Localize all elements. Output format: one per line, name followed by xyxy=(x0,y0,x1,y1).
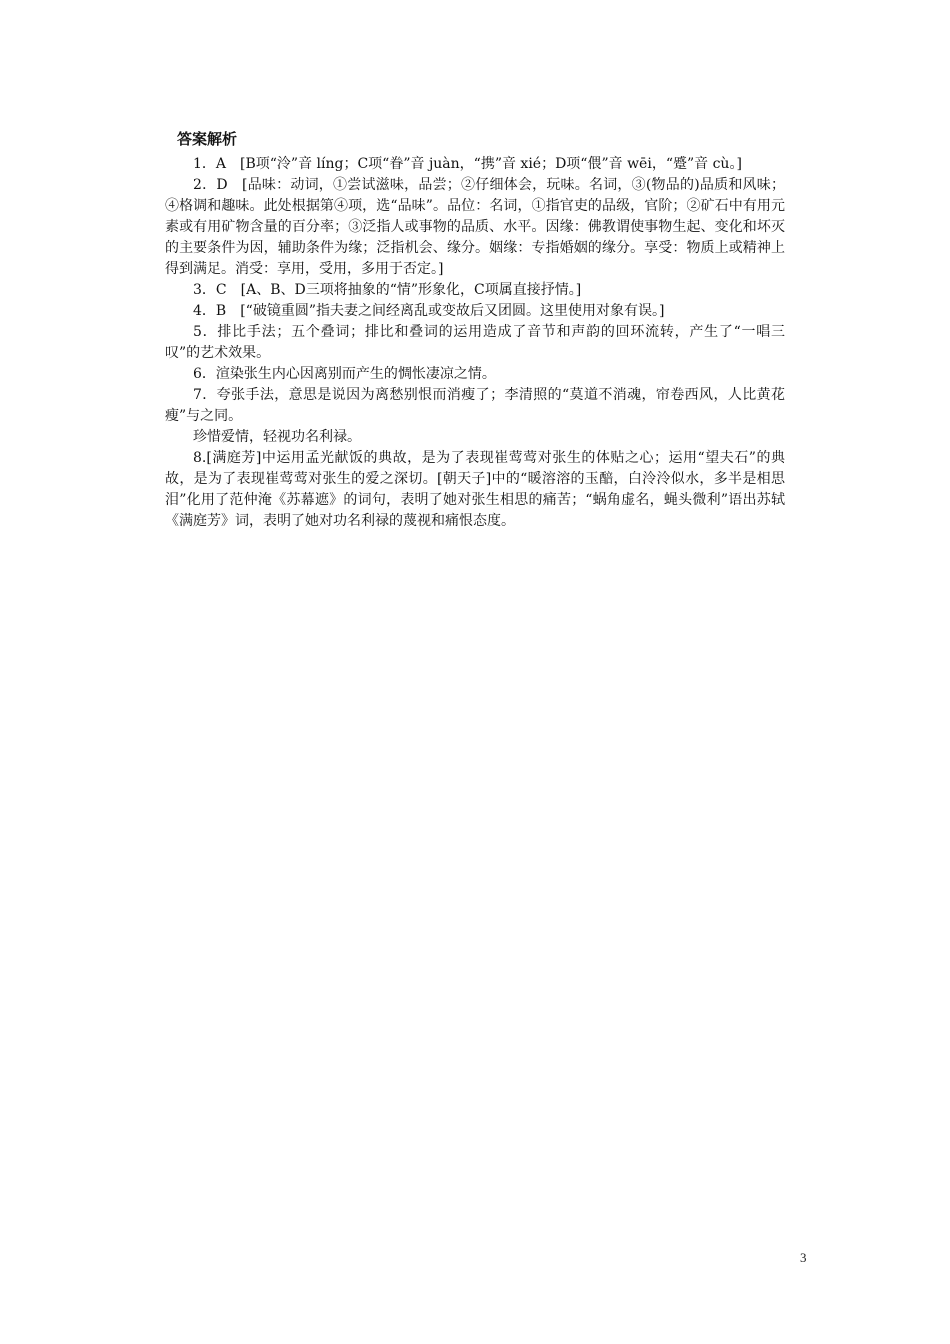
answer-section xyxy=(165,128,785,532)
answer-4: 4．B [“破镜重圆”指夫妻之间经离乱或变故后又团圆。这里使用对象有误。] xyxy=(193,303,665,319)
page-number: 3 xyxy=(800,1250,807,1265)
answer-5: 5．排比手法；五个叠词；排比和叠词的运用造成了音节和声韵的回环流转，产生了“一唱三叹”的艺术效果。 xyxy=(165,324,785,361)
answer-7: 7．夸张手法，意思是说因为离愁别恨而消瘦了；李清照的“莫道不消魂，帘卷西风，人比黄花瘦”与之同。 xyxy=(165,387,785,424)
answer-6: 6．渲染张生内心因离别而产生的惆怅凄凉之情。 xyxy=(193,366,496,382)
section-heading: 答案解析 xyxy=(177,130,238,148)
answer-7-continued: 珍惜爱情，轻视功名利禄。 xyxy=(193,429,361,445)
answer-2: 2．D [品味：动词，①尝试滋味，品尝；②仔细体会，玩味。名词，③(物品的)品质和风味；④格调和趣味。此处根据第④项，选“品味”。品位：名词，①指官吏的品级，官阶；②矿石中有用元素或有用矿物含量的百分率；③泛指人或事物的品质、水平。因缘：佛教谓使事物生起、变化和坏灭的主要条件为因，辅助条件为缘；泛指机会、缘分。姻缘：专指婚姻的缘分。享受：物质上或精神上得到满足。消受：享用，受用，多用于否定。] xyxy=(165,177,785,277)
answer-8: 8.[满庭芳]中运用孟光献饭的典故，是为了表现崔莺莺对张生的体贴之心；运用“望夫石”的典故，是为了表现崔莺莺对张生的爱之深切。[朝天子]中的“暖溶溶的玉醅，白泠泠似水，多半是相思泪”化用了范仲淹《苏幕遮》的词句，表明了她对张生相思的痛苦；“蜗角虚名，蝇头微利”语出苏轼《满庭芳》词，表明了她对功名利禄的蔑视和痛恨态度。 xyxy=(165,450,785,529)
answer-1: 1．A [B项“泠”音 líng；C项“眷”音 juàn，“携”音 xié；D项“偎”音 wēi，“蹙”音 cù。] xyxy=(193,156,742,172)
answer-3: 3．C [A、B、D三项将抽象的“情”形象化，C项属直接抒情。] xyxy=(193,282,582,298)
